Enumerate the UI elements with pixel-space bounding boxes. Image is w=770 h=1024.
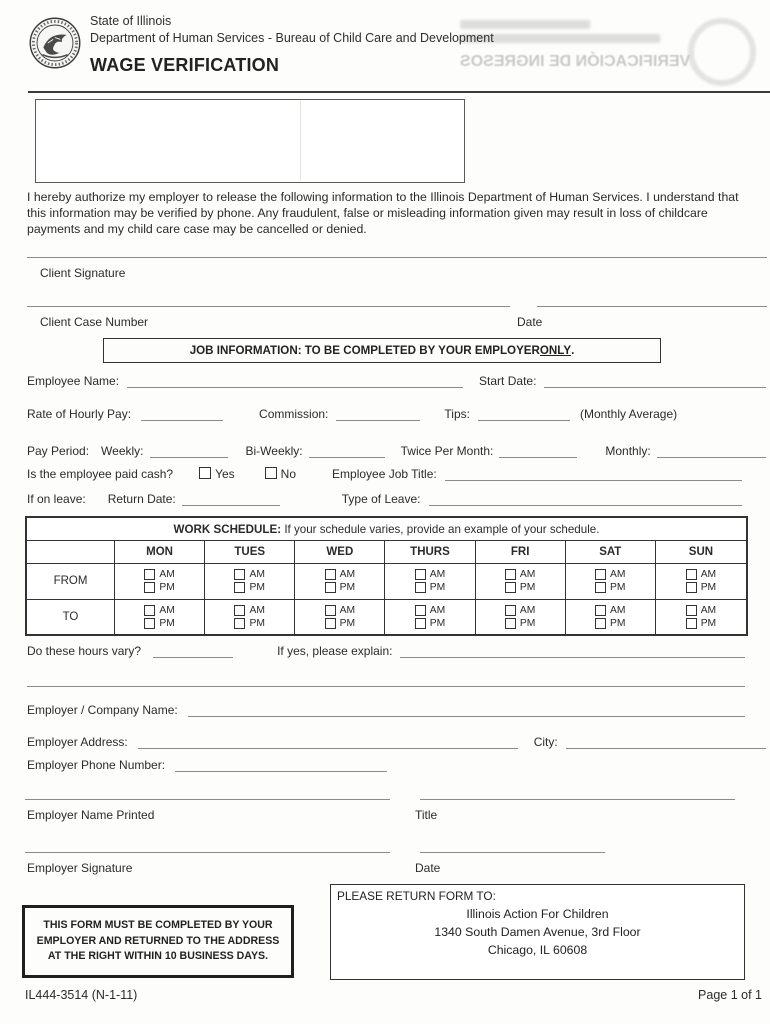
pm-label: PM xyxy=(519,617,536,629)
from-am-option-fri[interactable] xyxy=(505,569,535,580)
am-checkbox[interactable] xyxy=(415,569,426,580)
twice-per-month-field[interactable] xyxy=(499,444,577,458)
return-date-label: Return Date: xyxy=(107,491,176,506)
hours-vary-question-label: Do these hours vary? xyxy=(27,643,142,658)
am-checkbox[interactable] xyxy=(325,605,336,616)
day-header-fri: FRI xyxy=(476,541,566,564)
employer-date-label: Date xyxy=(415,861,441,875)
tips-field[interactable] xyxy=(478,407,570,421)
paid-cash-no-option[interactable] xyxy=(265,467,296,481)
to-cell-sat xyxy=(566,600,656,635)
am-checkbox[interactable] xyxy=(234,569,245,580)
banner-only-underlined: ONLY xyxy=(539,344,572,357)
pm-label: PM xyxy=(610,617,626,629)
day-header-mon: MON xyxy=(115,541,205,564)
return-box-title: PLEASE RETURN FORM TO: xyxy=(337,889,496,903)
pm-checkbox[interactable] xyxy=(595,618,606,629)
type-of-leave-field[interactable] xyxy=(429,492,743,506)
tips-label: Tips: xyxy=(444,406,470,421)
header-rule xyxy=(28,91,770,93)
am-label: AM xyxy=(700,604,717,616)
from-cell-thurs xyxy=(385,564,475,600)
from-pm-option-thurs[interactable] xyxy=(415,582,445,593)
day-header-thurs: THURS xyxy=(385,541,475,564)
to-pm-option-sun[interactable] xyxy=(686,618,716,629)
pm-checkbox[interactable] xyxy=(505,582,516,593)
schedule-row-label-to: TO xyxy=(27,600,115,635)
work-schedule-grid xyxy=(27,541,746,634)
weekly-label: Weekly: xyxy=(101,443,144,458)
to-cell-mon xyxy=(115,600,205,635)
am-checkbox[interactable] xyxy=(144,605,155,616)
no-checkbox[interactable] xyxy=(265,467,277,479)
pm-label: PM xyxy=(339,582,356,594)
pm-checkbox[interactable] xyxy=(415,618,426,629)
employer-signature-line[interactable] xyxy=(25,852,390,853)
city-label: City: xyxy=(533,734,558,749)
biweekly-field[interactable] xyxy=(309,444,385,458)
employer-notice-text: THIS FORM MUST BE COMPLETED BY YOUR EMPLOYER AND RETURNED TO THE ADDRESS AT THE RIGHT WITHIN 10 BUSINESS DAYS. xyxy=(36,918,280,963)
am-checkbox[interactable] xyxy=(234,605,245,616)
from-pm-option-tues[interactable] xyxy=(234,582,264,593)
client-signature-label: Client Signature xyxy=(40,266,126,280)
employer-company-name-label: Employer / Company Name: xyxy=(27,702,178,717)
to-am-option-tues[interactable] xyxy=(234,605,264,616)
to-am-option-sun[interactable] xyxy=(686,605,716,616)
employee-name-field[interactable] xyxy=(127,374,463,388)
hours-vary-field[interactable] xyxy=(153,644,233,658)
am-label: AM xyxy=(159,569,175,580)
from-pm-option-sat[interactable] xyxy=(595,582,625,593)
pm-label: PM xyxy=(700,582,717,594)
from-cell-sat xyxy=(566,564,656,600)
employer-name-printed-label: Employer Name Printed xyxy=(27,808,155,822)
start-date-field[interactable] xyxy=(544,374,766,388)
pm-label: PM xyxy=(429,582,446,594)
bleedthrough-title: VERIFICACIÓN DE INGRESOS xyxy=(459,53,690,70)
pm-checkbox[interactable] xyxy=(234,618,245,629)
client-date-label: Date xyxy=(517,315,543,329)
employer-address-field[interactable] xyxy=(138,735,518,749)
pay-period-label: Pay Period: xyxy=(27,443,90,458)
to-pm-option-thurs[interactable] xyxy=(415,618,445,629)
pm-checkbox[interactable] xyxy=(325,618,336,629)
employer-notice-box xyxy=(22,905,294,978)
bleedthrough-ghost-text xyxy=(460,20,690,71)
return-address-line1: Illinois Action For Children xyxy=(466,907,609,921)
title-line[interactable] xyxy=(420,799,735,800)
am-label: AM xyxy=(519,604,536,616)
schedule-row-label-from: FROM xyxy=(27,564,115,600)
pm-checkbox[interactable] xyxy=(686,618,697,629)
pm-label: PM xyxy=(339,617,356,629)
am-checkbox[interactable] xyxy=(415,605,426,616)
explain-field[interactable] xyxy=(400,644,745,658)
illinois-state-seal-icon xyxy=(28,16,82,75)
from-cell-sun xyxy=(656,564,746,600)
pm-label: PM xyxy=(249,617,265,629)
start-date-label: Start Date: xyxy=(479,373,537,388)
paid-cash-question-label: Is the employee paid cash? xyxy=(27,466,174,481)
day-header-sun: SUN xyxy=(656,541,746,564)
pm-label: PM xyxy=(159,617,175,629)
header-agency-line2: Department of Human Services - Bureau of Child Care and Development xyxy=(90,30,494,45)
pm-checkbox[interactable] xyxy=(325,582,336,593)
pm-label: PM xyxy=(519,582,536,594)
am-label: AM xyxy=(429,604,446,616)
to-cell-sun xyxy=(656,600,746,635)
am-checkbox[interactable] xyxy=(325,569,336,580)
am-checkbox[interactable] xyxy=(505,569,516,580)
to-am-option-fri[interactable] xyxy=(505,605,535,616)
am-label: AM xyxy=(159,604,175,616)
from-pm-option-mon[interactable] xyxy=(144,582,174,593)
return-date-field[interactable] xyxy=(182,492,280,506)
am-checkbox[interactable] xyxy=(595,569,606,580)
from-cell-wed xyxy=(295,564,385,600)
if-yes-explain-label: If yes, please explain: xyxy=(277,643,393,658)
from-am-option-sat[interactable] xyxy=(595,569,625,580)
to-pm-option-fri[interactable] xyxy=(505,618,535,629)
pm-checkbox[interactable] xyxy=(415,582,426,593)
from-am-option-sun[interactable] xyxy=(686,569,716,580)
pm-label: PM xyxy=(249,582,265,594)
day-header-sat: SAT xyxy=(566,541,656,564)
explain-continuation-line[interactable] xyxy=(27,686,745,687)
from-pm-option-fri[interactable] xyxy=(505,582,535,593)
from-pm-option-sun[interactable] xyxy=(686,582,716,593)
from-cell-tues xyxy=(205,564,295,600)
return-address-box xyxy=(330,884,745,980)
am-label: AM xyxy=(339,569,356,580)
commission-label: Commission: xyxy=(259,406,329,421)
from-am-option-thurs[interactable] xyxy=(415,569,445,580)
commission-field[interactable] xyxy=(336,407,420,421)
twice-per-month-label: Twice Per Month: xyxy=(400,443,494,458)
to-pm-option-tues[interactable] xyxy=(234,618,264,629)
from-am-option-wed[interactable] xyxy=(325,569,355,580)
to-pm-option-sat[interactable] xyxy=(595,618,625,629)
employee-job-title-field[interactable] xyxy=(445,467,742,481)
pm-checkbox[interactable] xyxy=(144,582,155,593)
to-am-option-mon[interactable] xyxy=(144,605,174,616)
paid-cash-yes-option[interactable] xyxy=(199,467,235,481)
client-signature-line[interactable] xyxy=(27,257,767,258)
type-of-leave-label: Type of Leave: xyxy=(341,491,421,506)
to-am-option-wed[interactable] xyxy=(325,605,355,616)
employer-signature-label: Employer Signature xyxy=(27,861,133,875)
employer-address-label: Employer Address: xyxy=(27,734,128,749)
am-label: AM xyxy=(339,604,356,616)
am-label: AM xyxy=(519,569,536,580)
work-schedule-table xyxy=(25,516,748,636)
client-case-number-label: Client Case Number xyxy=(40,315,149,329)
authorization-paragraph: I hereby authorize my employer to release the following information to the Illinois Department of Human Services. I understand that this information may be verified by phone. Any fraudulent, false or misleading information given may result in loss of childcare payments and my child care case may be cancelled or denied. xyxy=(27,190,739,237)
if-on-leave-label: If on leave: xyxy=(27,491,86,506)
pm-label: PM xyxy=(159,582,175,594)
to-pm-option-wed[interactable] xyxy=(325,618,355,629)
work-schedule-title xyxy=(27,518,746,541)
title-label: Title xyxy=(415,808,438,822)
from-pm-option-wed[interactable] xyxy=(325,582,355,593)
bleedthrough-seal-artifact xyxy=(688,18,756,86)
return-address-line3: Chicago, IL 60608 xyxy=(487,942,588,957)
banner-prefix: JOB INFORMATION: TO BE COMPLETED BY YOUR EMPLOYER xyxy=(189,344,540,357)
job-information-banner xyxy=(103,338,661,363)
to-cell-tues xyxy=(205,600,295,635)
to-pm-option-mon[interactable] xyxy=(144,618,174,629)
form-number: IL444-3514 (N-1-11) xyxy=(25,988,138,1002)
am-label: AM xyxy=(610,569,626,580)
from-cell-fri xyxy=(476,564,566,600)
employee-name-label: Employee Name: xyxy=(27,373,120,388)
schedule-corner-cell xyxy=(27,541,115,564)
pm-checkbox[interactable] xyxy=(505,618,516,629)
work-schedule-title-bold: WORK SCHEDULE: xyxy=(173,523,282,536)
banner-suffix: . xyxy=(571,344,575,357)
to-cell-thurs xyxy=(385,600,475,635)
weekly-field[interactable] xyxy=(150,444,228,458)
yes-label: Yes xyxy=(215,467,235,481)
pm-checkbox[interactable] xyxy=(144,618,155,629)
client-date-line[interactable] xyxy=(537,306,767,307)
header-agency-line1: State of Illinois xyxy=(90,14,172,28)
day-header-tues: TUES xyxy=(205,541,295,564)
day-header-wed: WED xyxy=(295,541,385,564)
return-address xyxy=(331,906,744,959)
am-label: AM xyxy=(700,569,717,580)
form-title: WAGE VERIFICATION xyxy=(90,54,280,75)
am-label: AM xyxy=(249,569,265,580)
to-am-option-sat[interactable] xyxy=(595,605,625,616)
from-cell-mon xyxy=(115,564,205,600)
pm-label: PM xyxy=(700,617,717,629)
city-field[interactable] xyxy=(566,735,766,749)
am-checkbox[interactable] xyxy=(686,569,697,580)
to-am-option-thurs[interactable] xyxy=(415,605,445,616)
pm-checkbox[interactable] xyxy=(234,582,245,593)
client-info-box[interactable] xyxy=(35,99,465,183)
am-checkbox[interactable] xyxy=(595,605,606,616)
am-checkbox[interactable] xyxy=(505,605,516,616)
am-checkbox[interactable] xyxy=(144,569,155,580)
pm-label: PM xyxy=(610,582,626,594)
rate-of-hourly-pay-label: Rate of Hourly Pay: xyxy=(27,406,132,421)
pm-label: PM xyxy=(429,617,446,629)
from-am-option-mon[interactable] xyxy=(144,569,174,580)
to-cell-fri xyxy=(476,600,566,635)
rate-field[interactable] xyxy=(141,407,223,421)
yes-checkbox[interactable] xyxy=(199,467,211,479)
monthly-field[interactable] xyxy=(657,444,766,458)
employer-company-name-field[interactable] xyxy=(188,703,745,717)
no-label: No xyxy=(280,467,297,481)
employee-job-title-label: Employee Job Title: xyxy=(332,466,437,481)
employer-phone-field[interactable] xyxy=(175,758,387,772)
am-label: AM xyxy=(610,604,626,616)
employer-date-line[interactable] xyxy=(420,852,605,853)
monthly-label: Monthly: xyxy=(605,443,651,458)
client-case-number-line[interactable] xyxy=(27,306,510,307)
employer-phone-label: Employer Phone Number: xyxy=(27,757,166,772)
am-label: AM xyxy=(429,569,446,580)
am-checkbox[interactable] xyxy=(686,605,697,616)
return-address-line2: 1340 South Damen Avenue, 3rd Floor xyxy=(434,924,641,939)
monthly-average-label: (Monthly Average) xyxy=(579,406,678,421)
biweekly-label: Bi-Weekly: xyxy=(245,443,303,458)
employer-name-printed-line[interactable] xyxy=(25,799,390,800)
header-text xyxy=(90,13,494,76)
to-cell-wed xyxy=(295,600,385,635)
box-divider-artifact xyxy=(300,101,301,181)
page-indicator: Page 1 of 1 xyxy=(698,988,762,1002)
pm-checkbox[interactable] xyxy=(686,582,697,593)
am-label: AM xyxy=(249,604,265,616)
pm-checkbox[interactable] xyxy=(595,582,606,593)
from-am-option-tues[interactable] xyxy=(234,569,264,580)
work-schedule-title-rest: If your schedule varies, provide an example of your schedule. xyxy=(281,523,600,536)
